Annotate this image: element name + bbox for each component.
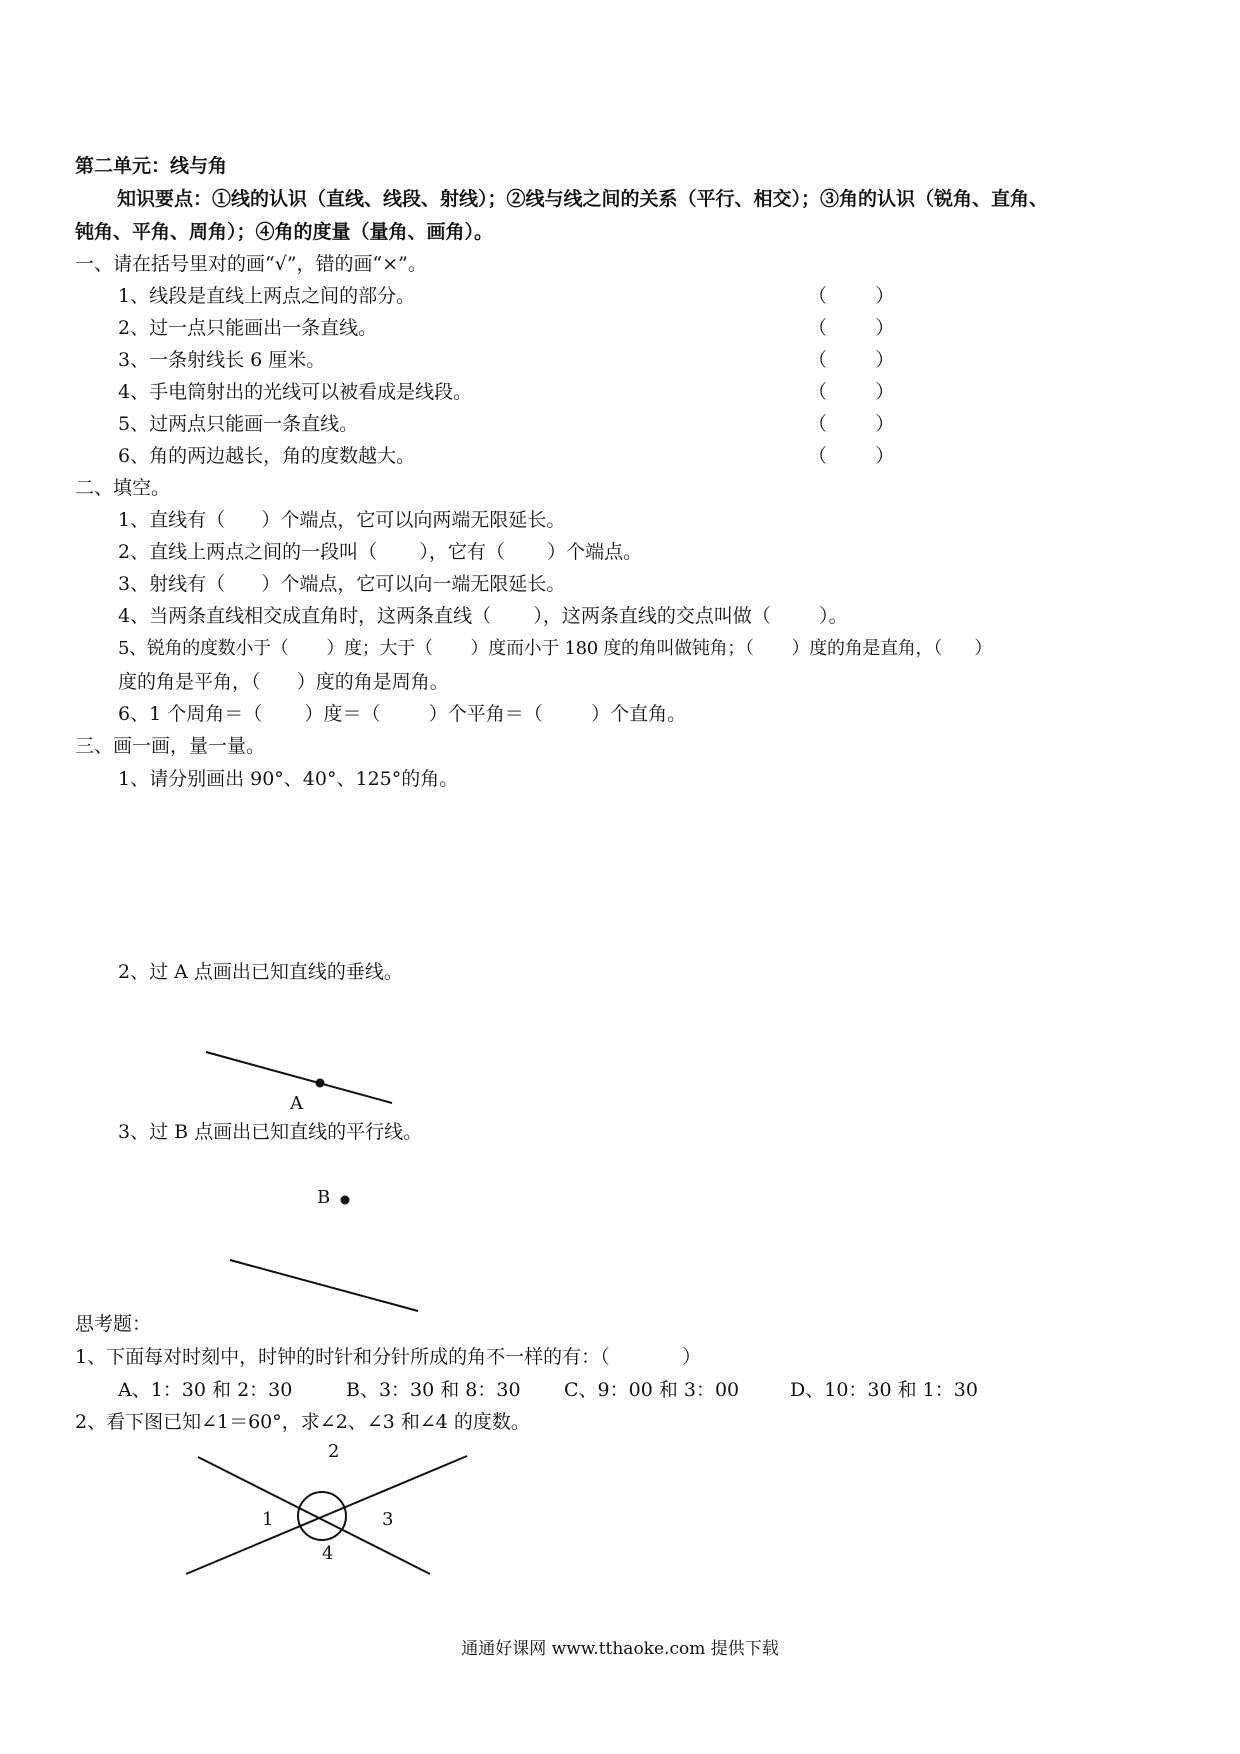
tf-item-2: 2、过一点只能画出一条直线。: [118, 317, 378, 339]
point-a-label: A: [290, 1093, 303, 1114]
tf-answer-blank-5[interactable]: （ ）: [808, 413, 895, 435]
key-points-line1: 知识要点：①线的认识（直线、线段、射线）；②线与线之间的关系（平行、相交）；③角的认识（锐角、直角、: [117, 188, 1049, 210]
thinking-q1: 1、下面每对时刻中，时钟的时针和分针所成的角不一样的有：（ ）: [75, 1346, 702, 1368]
option-a: A、1：30 和 2：30: [118, 1379, 293, 1401]
tf-item-1: 1、线段是直线上两点之间的部分。: [118, 285, 416, 307]
angle-label-3: 3: [382, 1509, 394, 1530]
unit-title: 第二单元：线与角: [75, 155, 228, 177]
fill-item-6: 6、1 个周角＝（ ）度＝（ ）个平角＝（ ）个直角。: [118, 703, 687, 725]
point-a-dot: [316, 1079, 325, 1088]
fill-item-2: 2、直线上两点之间的一段叫（ ），它有（ ）个端点。: [118, 541, 643, 563]
section3-title: 三、画一画，量一量。: [75, 735, 266, 757]
angle-label-1: 1: [262, 1509, 274, 1530]
thinking-q2: 2、看下图已知∠1＝60°，求∠2、∠3 和∠4 的度数。: [75, 1411, 530, 1433]
tf-item-5: 5、过两点只能画一条直线。: [118, 413, 359, 435]
tf-answer-blank-3[interactable]: （ ）: [808, 349, 895, 371]
section2-title: 二、填空。: [75, 477, 171, 499]
option-c: C、9：00 和 3：00: [564, 1379, 740, 1401]
fill-item-5-cont: 度的角是平角，（ ）度的角是周角。: [118, 671, 449, 693]
option-b: B、3：30 和 8：30: [346, 1379, 521, 1401]
fill-item-1: 1、直线有（ ）个端点，它可以向两端无限延长。: [118, 509, 566, 531]
section1-title: 一、请在括号里对的画“√”，错的画“×”。: [75, 253, 427, 275]
tf-answer-blank-4[interactable]: （ ）: [808, 381, 895, 403]
given-line-a: [206, 1052, 392, 1103]
thinking-title: 思考题：: [75, 1313, 152, 1335]
fill-item-5: 5、锐角的度数小于（ ）度；大于（ ）度而小于 180 度的角叫做钝角；（ ）度的角是直角，（ ）: [118, 638, 993, 659]
crossing-lines-figure: [186, 1456, 467, 1574]
tf-item-6: 6、角的两边越长，角的度数越大。: [118, 445, 416, 467]
angle-label-2: 2: [328, 1441, 340, 1462]
point-b-label: B: [317, 1187, 331, 1208]
tf-item-3: 3、一条射线长 6 厘米。: [118, 349, 326, 371]
fill-item-3: 3、射线有（ ）个端点，它可以向一端无限延长。: [118, 573, 566, 595]
point-b-dot: [341, 1196, 350, 1205]
footer-source: 通通好课网 www.tthaoke.com 提供下载: [461, 1639, 779, 1659]
draw-q1: 1、请分别画出 90°、40°、125°的角。: [118, 768, 459, 790]
draw-q2: 2、过 A 点画出已知直线的垂线。: [118, 961, 403, 983]
tf-answer-blank-1[interactable]: （ ）: [808, 285, 895, 307]
angle-label-4: 4: [322, 1543, 334, 1564]
key-points-line2: 钝角、平角、周角）；④角的度量（量角、画角）。: [75, 221, 494, 243]
given-line-b: [230, 1196, 418, 1312]
option-d: D、10：30 和 1：30: [790, 1379, 978, 1401]
tf-answer-blank-2[interactable]: （ ）: [808, 317, 895, 339]
tf-item-4: 4、手电筒射出的光线可以被看成是线段。: [118, 381, 473, 403]
tf-answer-blank-6[interactable]: （ ）: [808, 445, 895, 467]
fill-item-4: 4、当两条直线相交成直角时，这两条直线（ ），这两条直线的交点叫做（ ）。: [118, 605, 848, 627]
draw-q3: 3、过 B 点画出已知直线的平行线。: [118, 1121, 423, 1143]
